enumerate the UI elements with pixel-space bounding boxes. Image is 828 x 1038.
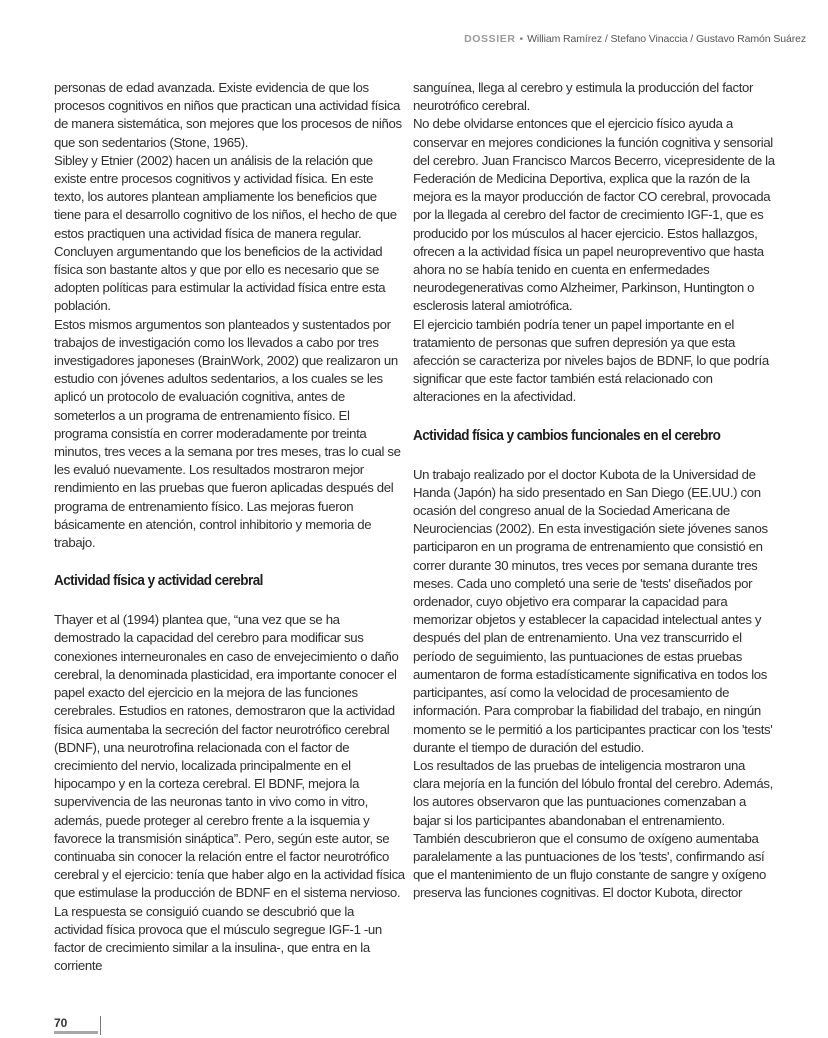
- right-column: [413, 79, 775, 903]
- paragraph: No debe olvidarse entonces que el ejercicio físico ayuda a conservar en mejores condiciones la función cognitiva y sensorial del cerebro. Juan Francisco Marcos Becerro, vicepresidente de la Federación de Medicina Deportiva, explica que la razón de la mejora es la mayor producción de factor CO cerebral, provocada por la llegada al cerebro del factor de crecimiento IGF-1, que es producido por los músculos al hacer ejercicio. Estos hallazgos, ofrecen a la actividad física un papel neuropreventivo que hasta ahora no se había tenido en cuenta en enfermedades neurodegenerativas como Alzheimer, Parkinson, Huntington o esclerosis lateral amiotrófica.: [413, 116, 775, 314]
- spacer: [54, 591, 406, 611]
- spacer: [413, 446, 775, 466]
- paragraph: Sibley y Etnier (2002) hacen un análisis de la relación que existe entre procesos cognitivos y actividad física. En este texto, los autores plantean ampliamente los beneficios que tiene para el desarrollo cognitivo de los niños, el hecho de que estos practiquen una actividad física de manera regular. Concluyen argumentando que los beneficios de la actividad física son bastante altos y que por ello es necesario que se adopten políticas para estimular la actividad física entre esta población.: [54, 152, 397, 314]
- section-heading: Actividad física y cambios funcionales en el cerebro: [413, 426, 721, 444]
- page-number-underline: [54, 1031, 98, 1034]
- section-heading: Actividad física y actividad cerebral: [54, 572, 263, 590]
- paragraph: Los resultados de las pruebas de inteligencia mostraron una clara mejoría en la función del lóbulo frontal del cerebro. Además, los autores observaron que las puntuaciones comenzaban a bajar si los participantes abandonaban el entrenamiento. También descubrieron que el consumo de oxígeno aumentaba paralelamente a las puntuaciones de los 'tests', confirmando así que el mantenimiento de un flujo constante de sangre y oxígeno preserva las funciones cognitivas. El doctor Kubota, director: [413, 757, 773, 901]
- left-column: [54, 79, 406, 975]
- header-separator: •: [519, 33, 524, 45]
- spacer: [413, 407, 775, 426]
- paragraph: El ejercicio también podría tener un papel importante en el tratamiento de personas que sufren depresión ya que esta afección se caracteriza por niveles bajos de BDNF, lo que podría significar que este factor también está relacionado con alteraciones en la afectividad.: [413, 316, 769, 405]
- paragraph: sanguínea, llega al cerebro y estimula la producción del factor neurotrófico cerebral.: [413, 80, 754, 114]
- paragraph: personas de edad avanzada. Existe evidencia de que los procesos cognitivos en niños que practican una actividad física de manera sistemática, son mejores que los procesos de niños que son sedentarios (Stone, 1965).: [54, 80, 402, 150]
- authors: William Ramírez / Stefano Vinaccia / Gustavo Ramón Suárez: [527, 33, 806, 45]
- paragraph: Estos mismos argumentos son planteados y sustentados por trabajos de investigación como los llevados a cabo por tres investigadores japoneses (BrainWork, 2002) que realizaron un estudio con jóvenes adultos sedentarios, a los cuales se les aplicó un protocolo de evaluación cognitiva, antes de someterlos a un programa de entrenamiento físico. El programa consistía en correr moderadamente por treinta minutos, tres veces a la semana por tres meses, tras lo cual se les evaluó nuevamente. Los resultados mostraron mejor rendimiento en las pruebas que fueron aplicadas después del programa de entrenamiento físico. Las mejoras fueron básicamente en atención, control inhibitorio y memoria de trabajo.: [54, 316, 401, 551]
- page-footer: [54, 1016, 124, 1036]
- spacer: [54, 552, 406, 571]
- paragraph: Thayer et al (1994) plantea que, “una vez que se ha demostrado la capacidad del cerebro para modificar sus conexiones interneuronales en caso de envejecimiento o daño cerebral, la denominada plasticidad, era importante conocer el papel exacto del ejercicio en la mejora de las funciones cerebrales. Estudios en ratones, demostraron que la actividad física aumentaba la secreción del factor neurotrófico cerebral (BDNF), una neurotrofina relacionada con el factor de crecimiento del nervio, localizada principalmente en el hipocampo y en la corteza cerebral. El BDNF, mejora la supervivencia de las neuronas tanto in vivo como in vitro, además, puede proteger al cerebro frente a la isquemia y favorece la transmisión sináptica”. Pero, según este autor, se continuaba sin conocer la relación entre el factor neurotrófico cerebral y el ejercicio: tenía que haber algo en la actividad física que estimulase la producción de BDNF en el sistema nervioso. La respuesta se consiguió cuando se descubrió que la actividad física provoca que el músculo segregue IGF-1 -un factor de crecimiento similar a la insulina-, que entra en la corriente: [54, 612, 405, 974]
- paragraph: Un trabajo realizado por el doctor Kubota de la Universidad de Handa (Japón) ha sido presentado en San Diego (EE.UU.) con ocasión del congreso anual de la Sociedad Americana de Neurociencias (2002). En esta investigación siete jóvenes sanos participaron en un programa de entrenamiento que consistió en correr durante 30 minutos, tres veces por semana durante tres meses. Cada uno completó una serie de 'tests' diseñados por ordenador, cuyo objetivo era comparar la capacidad para memorizar objetos y establecer la capacidad intelectual antes y después del plan de entrenamiento. Una vez transcurrido el período de seguimiento, las puntuaciones de estas pruebas aumentaron de forma estadísticamente significativa en todos los participantes, así como la velocidad de procesamiento de información. Para comprobar la fiabilidad del trabajo, en ningún momento se le permitió a los participantes practicar con los 'tests' durante el tiempo de duración del estudio.: [413, 466, 773, 755]
- section-label: DOSSIER: [464, 33, 516, 45]
- running-header: [464, 33, 806, 45]
- page-number: 70: [54, 1016, 68, 1030]
- page-number-divider: [100, 1016, 101, 1035]
